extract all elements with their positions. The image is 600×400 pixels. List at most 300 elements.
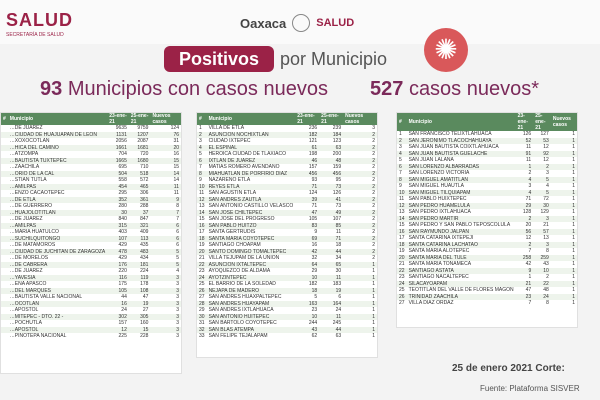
value-cell: 69 — [295, 236, 319, 243]
value-cell: 28 — [199, 300, 205, 307]
table-panel-3 — [396, 112, 578, 328]
value-cell: 30 — [199, 313, 205, 320]
municipio-cell: SAN AGUSTIN ETLA — [208, 190, 257, 197]
municipio-cell: IXTLAN DE JUAREZ — [207, 158, 296, 165]
seal-icon — [292, 14, 310, 32]
value-cell: 1 — [343, 314, 377, 321]
value-cell: 6 — [176, 229, 179, 236]
value-cell: 1661 — [107, 145, 129, 152]
municipio-cell: SANTA CATARINA IXTEPEJI — [408, 235, 474, 242]
municipio-cell: SAN BLAS ATEMPA — [207, 327, 296, 334]
value-cell: 16 — [399, 228, 405, 235]
municipio-cell: SAN ANTONIO CASTILLO VELASCO — [208, 203, 294, 210]
value-cell: 182 — [295, 132, 319, 139]
value-cell: 27 — [142, 307, 149, 314]
value-cell: 64 — [295, 262, 319, 269]
value-cell: 3 — [176, 294, 179, 301]
value-cell: 73 — [335, 203, 342, 210]
municipio-cell: SAN PEDRO IXTLAHUACA — [408, 209, 471, 216]
value-cell: 16 — [311, 242, 318, 249]
value-cell: 12 — [199, 196, 205, 203]
casos-text: casos nuevos* — [408, 78, 540, 100]
value-cell: 4 — [546, 183, 549, 190]
municipio-cell: SAN ANDRES IXTLAHUACA — [208, 307, 274, 314]
municipio-cell: SAN BARTOLO COYOTEPEC — [208, 320, 277, 327]
municipios-table-1 — [1, 113, 181, 340]
column-header: 23-ene-21 — [295, 113, 319, 125]
header-bar — [0, 0, 600, 44]
value-cell: 18 — [295, 288, 319, 295]
value-cell: 72 — [543, 196, 549, 203]
value-cell: 9 — [516, 268, 534, 275]
value-cell: 8 — [197, 171, 207, 178]
value-cell: 1 — [343, 288, 377, 295]
value-cell: 25 — [199, 281, 205, 288]
value-cell: 105 — [107, 288, 129, 295]
value-cell: 2 — [372, 151, 375, 158]
casos-count: 527 — [370, 78, 404, 100]
value-cell: 1 — [528, 274, 532, 281]
value-cell: 22 — [199, 261, 205, 268]
value-cell: 3 — [176, 307, 179, 314]
municipio-cell: …XOXOCOTLAN — [9, 138, 50, 145]
value-cell: 9 — [150, 197, 181, 204]
value-cell: 13 — [399, 209, 405, 216]
value-cell: 181 — [129, 262, 151, 269]
value-cell: 225 — [118, 333, 127, 340]
value-cell: 3 — [528, 183, 532, 190]
value-cell: 22 — [399, 267, 405, 274]
value-cell: 19 — [399, 248, 405, 255]
value-cell: 456 — [319, 171, 343, 178]
value-cell: 220 — [118, 268, 127, 275]
value-cell: 2 — [397, 138, 407, 145]
municipio-cell: …ENZO CACAOTEPEC — [9, 190, 65, 197]
value-cell: 2 — [528, 170, 532, 177]
value-cell: 409 — [140, 229, 149, 236]
value-cell: 280 — [118, 203, 127, 210]
municipio-cell: SAN JERONIMO TLACOCHAHUAYA — [407, 138, 516, 145]
value-cell: 18 — [399, 241, 405, 248]
table-panel-2 — [196, 112, 378, 358]
value-cell: 17 — [199, 229, 205, 236]
value-cell: 9 — [199, 177, 202, 184]
value-cell: 12 — [543, 144, 549, 151]
value-cell: 31 — [199, 320, 205, 327]
title-rest: por Municipio — [280, 49, 388, 69]
value-cell: 30 — [107, 210, 129, 217]
municipio-cell: …STIAN TUTLA — [9, 177, 47, 184]
municipio-cell: SAN PABLO HUITZO — [207, 223, 296, 230]
value-cell: 76 — [150, 132, 181, 139]
municipio-cell: AYOTZINTEPEC — [207, 275, 296, 282]
value-cell: 1 — [572, 248, 575, 255]
value-cell: 1 — [551, 281, 577, 288]
value-cell: 113 — [129, 236, 151, 243]
value-cell: 123 — [332, 138, 342, 145]
value-cell: 129 — [540, 209, 549, 216]
municipio-cell: SAN ANDRES HUAYAPAM — [207, 301, 296, 308]
value-cell: 6 — [176, 242, 179, 249]
column-header: 23-ene-21 — [516, 113, 534, 131]
value-cell: 2 — [343, 236, 377, 243]
value-cell: 46 — [295, 158, 319, 165]
value-cell: 1 — [572, 261, 575, 268]
value-cell: 20 — [399, 254, 405, 261]
value-cell: 63 — [335, 333, 342, 340]
value-cell: 47 — [525, 287, 532, 294]
municipio-cell: …DEL MARQUES — [8, 288, 107, 295]
municipios-table-2 — [197, 113, 377, 340]
municipio-cell: SANTA MARIA DEL TULE — [407, 255, 516, 262]
value-cell: 3 — [150, 275, 181, 282]
value-cell: 44 — [319, 249, 343, 256]
value-cell: 91 — [516, 151, 534, 158]
municipio-cell: SAN LORENZO ALBARRADAS — [407, 164, 516, 171]
municipio-cell: VILLA DE ETLA — [208, 125, 245, 132]
value-cell: 1 — [343, 262, 377, 269]
value-cell: 19 — [129, 301, 151, 308]
value-cell: 361 — [129, 197, 151, 204]
value-cell: 9759 — [137, 125, 149, 132]
value-cell: 95 — [335, 177, 342, 184]
value-cell: 10 — [399, 189, 405, 196]
value-cell: 1 — [372, 294, 375, 301]
value-cell: 20 — [150, 145, 181, 152]
value-cell: 39 — [295, 197, 319, 204]
municipio-cell: EL BARRIO DE LA SOLEDAD — [208, 281, 276, 288]
cutoff-date: 25 de enero 2021 Corte: — [452, 363, 565, 374]
municipio-cell: …MITEPEC - DTO. 22 - — [8, 314, 107, 321]
value-cell: 12 — [399, 202, 405, 209]
value-cell: 302 — [107, 314, 129, 321]
value-cell: 224 — [140, 268, 149, 275]
municipio-cell: …OCOTLAN — [8, 301, 107, 308]
municipio-cell: SAN PEDRO MARTIR — [407, 216, 516, 223]
value-cell: 1 — [551, 216, 577, 223]
value-cell: 52 — [516, 138, 534, 145]
municipio-cell: SAN MIGUEL AMATITLAN — [407, 177, 516, 184]
value-cell: 1 — [372, 307, 375, 314]
value-cell: 1 — [551, 229, 577, 236]
value-cell: 5 — [150, 249, 181, 256]
value-cell: 3 — [150, 314, 181, 321]
value-cell: 1 — [551, 268, 577, 275]
value-cell: 1 — [572, 144, 575, 151]
value-cell: 1 — [572, 300, 575, 307]
value-cell: 12 — [525, 235, 532, 242]
municipio-cell: MIAHUATLAN DE PORFIRIO DIAZ — [207, 171, 296, 178]
value-cell: 182 — [308, 281, 318, 288]
value-cell: 33 — [199, 333, 205, 340]
municipio-cell: SAN JUAN BAUTISTA GUELACHE — [407, 151, 516, 158]
column-header: 25-ene-21 — [129, 113, 151, 125]
value-cell: 18 — [335, 242, 342, 249]
value-cell: 12 — [543, 157, 549, 164]
value-cell: 124 — [308, 190, 318, 197]
value-cell: 19 — [199, 242, 205, 249]
value-cell: 6 — [150, 236, 181, 243]
value-cell: 306 — [140, 190, 149, 197]
value-cell: 17 — [399, 235, 405, 242]
value-cell: 14 — [173, 177, 179, 184]
value-cell: 1 — [551, 294, 577, 301]
value-cell: 518 — [129, 171, 151, 178]
value-cell: 435 — [140, 242, 149, 249]
value-cell: 107 — [332, 216, 342, 223]
value-cell: 2 — [516, 242, 534, 249]
value-cell: 92 — [533, 151, 551, 158]
value-cell: 1 — [551, 151, 577, 158]
value-cell: 1665 — [107, 158, 129, 165]
value-cell: 3 — [199, 138, 202, 145]
value-cell: 26 — [199, 287, 205, 294]
value-cell: 504 — [107, 171, 129, 178]
municipio-cell: ASUNCION NOCHIXTLAN — [207, 132, 296, 139]
value-cell: 126 — [332, 190, 342, 197]
value-cell: 2 — [372, 177, 375, 184]
municipio-cell: SAN PEDRO HUAMELULA — [407, 203, 516, 210]
value-cell: 105 — [308, 216, 318, 223]
column-header: 25-ene-21 — [319, 113, 343, 125]
value-cell: 163 — [295, 301, 319, 308]
municipio-cell: …AMILPAS — [8, 223, 107, 230]
value-cell: 178 — [140, 281, 149, 288]
table-row — [197, 333, 377, 340]
value-cell: 1 — [551, 255, 577, 262]
value-cell: 4 — [516, 190, 534, 197]
salud-mid-logo: SALUD — [316, 17, 355, 29]
value-cell: 24 — [399, 280, 405, 287]
value-cell: 483 — [129, 249, 151, 256]
municipio-cell: AYOQUEZCO DE ALDAMA — [208, 268, 271, 275]
value-cell: 16 — [173, 151, 179, 158]
value-cell: 352 — [107, 197, 129, 204]
municipio-cell: …BAUTISTA VALLE NACIONAL — [9, 294, 83, 301]
value-cell: 2 — [343, 210, 377, 217]
value-cell: 48 — [543, 287, 549, 294]
value-cell: 56 — [516, 229, 534, 236]
municipio-cell: …ORIO DE LA CAL — [8, 171, 107, 178]
value-cell: 572 — [140, 177, 149, 184]
value-cell: 10 — [295, 275, 319, 282]
value-cell: 7 — [399, 170, 402, 177]
municipio-cell: …ZAACHILA — [9, 164, 40, 171]
municipio-cell: ASUNCION IXTALTEPEC — [207, 262, 296, 269]
value-cell: 23 — [516, 294, 534, 301]
value-cell: 14 — [199, 209, 205, 216]
municipio-cell: VILLA TEJUPAM DE LA UNION — [208, 255, 280, 262]
value-cell: 2 — [372, 190, 375, 197]
value-cell: 847 — [140, 216, 149, 223]
value-cell: 2 — [533, 164, 551, 171]
municipio-cell: …BAUTISTA TUXTEPEC — [8, 158, 107, 165]
value-cell: 7 — [176, 216, 179, 223]
value-cell: 8 — [546, 300, 549, 307]
municipio-cell: NEJAPA DE MADERO — [207, 288, 296, 295]
municipio-cell: SAN RAYMUNDO JALPAN — [407, 229, 516, 236]
value-cell: 11 — [319, 275, 343, 282]
table-row — [397, 300, 577, 307]
value-cell: 21 — [543, 222, 549, 229]
municipio-cell: NAZARENO ETLA — [208, 177, 251, 184]
value-cell: 1 — [551, 138, 577, 145]
value-cell: 2 — [343, 171, 377, 178]
value-cell: 9635 — [115, 125, 127, 132]
value-cell: 1 — [572, 183, 575, 190]
value-cell: 15 — [399, 222, 405, 229]
column-header: Nuevos casos — [551, 113, 577, 131]
value-cell: 2 — [372, 242, 375, 249]
value-cell: 47 — [295, 210, 319, 217]
value-cell: 11 — [335, 229, 342, 236]
table-header — [197, 113, 377, 125]
value-cell: 124 — [170, 125, 179, 132]
value-cell: 2 — [343, 223, 377, 230]
value-cell: 22 — [533, 281, 551, 288]
value-cell: 1 — [572, 131, 575, 138]
value-cell: 840 — [118, 216, 127, 223]
value-cell: 6 — [338, 294, 342, 301]
value-cell: 200 — [332, 151, 342, 158]
value-cell: 429 — [118, 242, 127, 249]
municipio-cell: …CIUDAD DE JUCHITAN DE ZARAGOZA — [9, 248, 106, 255]
value-cell: 2 — [372, 229, 375, 236]
municipio-cell: SAN ANTONIO HUITEPEC — [207, 314, 296, 321]
value-cell: 10 — [199, 183, 205, 190]
value-cell: 2 — [343, 158, 377, 165]
value-cell: 2 — [197, 132, 207, 139]
value-cell: 7 — [528, 248, 532, 255]
value-cell: 2 — [372, 216, 375, 223]
value-cell: 29 — [516, 203, 534, 210]
municipio-cell: HEROICA CIUDAD DE TLAXIACO — [208, 151, 286, 158]
value-cell: 13 — [199, 203, 205, 210]
value-cell: 19 — [319, 288, 343, 295]
value-cell: 1 — [551, 164, 577, 171]
value-cell: 465 — [129, 184, 151, 191]
value-cell: 2 — [343, 197, 377, 204]
value-cell: 3 — [176, 281, 179, 288]
municipio-cell: …DE JUAREZ — [9, 216, 43, 223]
value-cell: 403 — [118, 229, 127, 236]
value-cell: 1 — [572, 222, 575, 229]
value-cell: 128 — [522, 209, 532, 216]
value-cell: 108 — [129, 288, 151, 295]
municipios-table-3 — [397, 113, 577, 307]
municipio-cell: …ENA APASCO — [9, 281, 47, 288]
column-header: 23-ene-21 — [107, 113, 129, 125]
value-cell: 71 — [525, 196, 532, 203]
salud-logo-subtitle: SECRETARÍA DE SALUD — [6, 32, 64, 38]
value-cell: 49 — [319, 210, 343, 217]
value-cell: 119 — [129, 275, 151, 282]
value-cell: 3 — [372, 125, 375, 132]
value-cell: 239 — [332, 125, 342, 132]
value-cell: 456 — [295, 171, 319, 178]
value-cell: 31 — [173, 138, 179, 145]
value-cell: 1 — [343, 327, 377, 334]
value-cell: 2 — [372, 138, 375, 145]
municipio-cell: SANTA MARIA ALOTEPEC — [408, 248, 470, 255]
table-header — [397, 113, 577, 131]
value-cell: 3 — [399, 144, 402, 151]
value-cell: 21 — [516, 281, 534, 288]
municipio-cell: …MARIA HUATULCO — [9, 229, 59, 236]
municipio-cell: SAN FELIPE TEJALAPAM — [208, 333, 268, 340]
value-cell: 23 — [199, 268, 205, 275]
value-cell: 71 — [319, 236, 343, 243]
value-cell: 2056 — [115, 138, 127, 145]
value-cell: 10 — [533, 268, 551, 275]
value-cell: 32 — [311, 255, 318, 262]
municipio-cell: …CIUDAD DE HUAJUAPAN DE LEON — [8, 132, 107, 139]
value-cell: 12 — [107, 327, 129, 334]
municipios-count: 93 — [40, 78, 63, 100]
municipio-cell: …POCHUTLA — [9, 320, 43, 327]
value-cell: 454 — [107, 184, 129, 191]
municipio-cell: SANTO DOMINGO TOMALTEPEC — [207, 249, 296, 256]
title-highlight: Positivos — [164, 46, 274, 72]
value-cell: 429 — [118, 255, 127, 262]
value-cell: 24 — [335, 307, 342, 314]
column-header: # — [1, 113, 8, 125]
value-cell: 116 — [107, 275, 129, 282]
value-cell: 3 — [533, 216, 551, 223]
data-source: Fuente: Plataforma SISVER — [480, 384, 580, 393]
municipio-cell: EL ESPINAL — [207, 145, 296, 152]
value-cell: 15 — [129, 327, 151, 334]
value-cell: 5 — [399, 157, 402, 164]
municipio-cell: …APOSTOL — [9, 307, 39, 314]
value-cell: 228 — [140, 333, 149, 340]
value-cell: 44 — [319, 327, 343, 334]
value-cell: 1680 — [129, 158, 151, 165]
value-cell: 20 — [199, 248, 205, 255]
value-cell: 71 — [311, 203, 318, 210]
value-cell: 245 — [332, 320, 342, 327]
value-cell: 2087 — [137, 138, 149, 145]
value-cell: 29 — [311, 268, 318, 275]
municipio-cell: …DE ETLA — [8, 197, 107, 204]
value-cell: 176 — [107, 262, 129, 269]
value-cell: 2 — [372, 203, 375, 210]
value-cell: 7 — [199, 164, 202, 171]
value-cell: 2 — [343, 249, 377, 256]
value-cell: 5 — [150, 262, 181, 269]
value-cell: 244 — [308, 320, 318, 327]
value-cell: 23 — [311, 307, 318, 314]
value-cell: 63 — [319, 145, 343, 152]
value-cell: 183 — [332, 281, 342, 288]
value-cell: 1 — [551, 190, 577, 197]
value-cell: 83 — [295, 223, 319, 230]
municipio-cell: VILLA DIAZ ORDAZ — [408, 300, 454, 307]
value-cell: 8 — [546, 248, 549, 255]
municipio-cell: SAN ANDRES HUAXPALTEPEC — [208, 294, 282, 301]
municipio-cell: SAN ANDRES ZAUTLA — [207, 197, 296, 204]
casos-summary — [370, 78, 539, 101]
value-cell: 1 — [572, 209, 575, 216]
value-cell: 3 — [546, 170, 549, 177]
municipio-cell: …DE CABRERA — [8, 262, 107, 269]
value-cell: 295 — [118, 190, 127, 197]
column-header: # — [397, 113, 407, 131]
value-cell: 1681 — [129, 145, 151, 152]
value-cell: 126 — [522, 131, 532, 138]
value-cell: 71 — [295, 184, 319, 191]
value-cell: 8 — [397, 177, 407, 184]
